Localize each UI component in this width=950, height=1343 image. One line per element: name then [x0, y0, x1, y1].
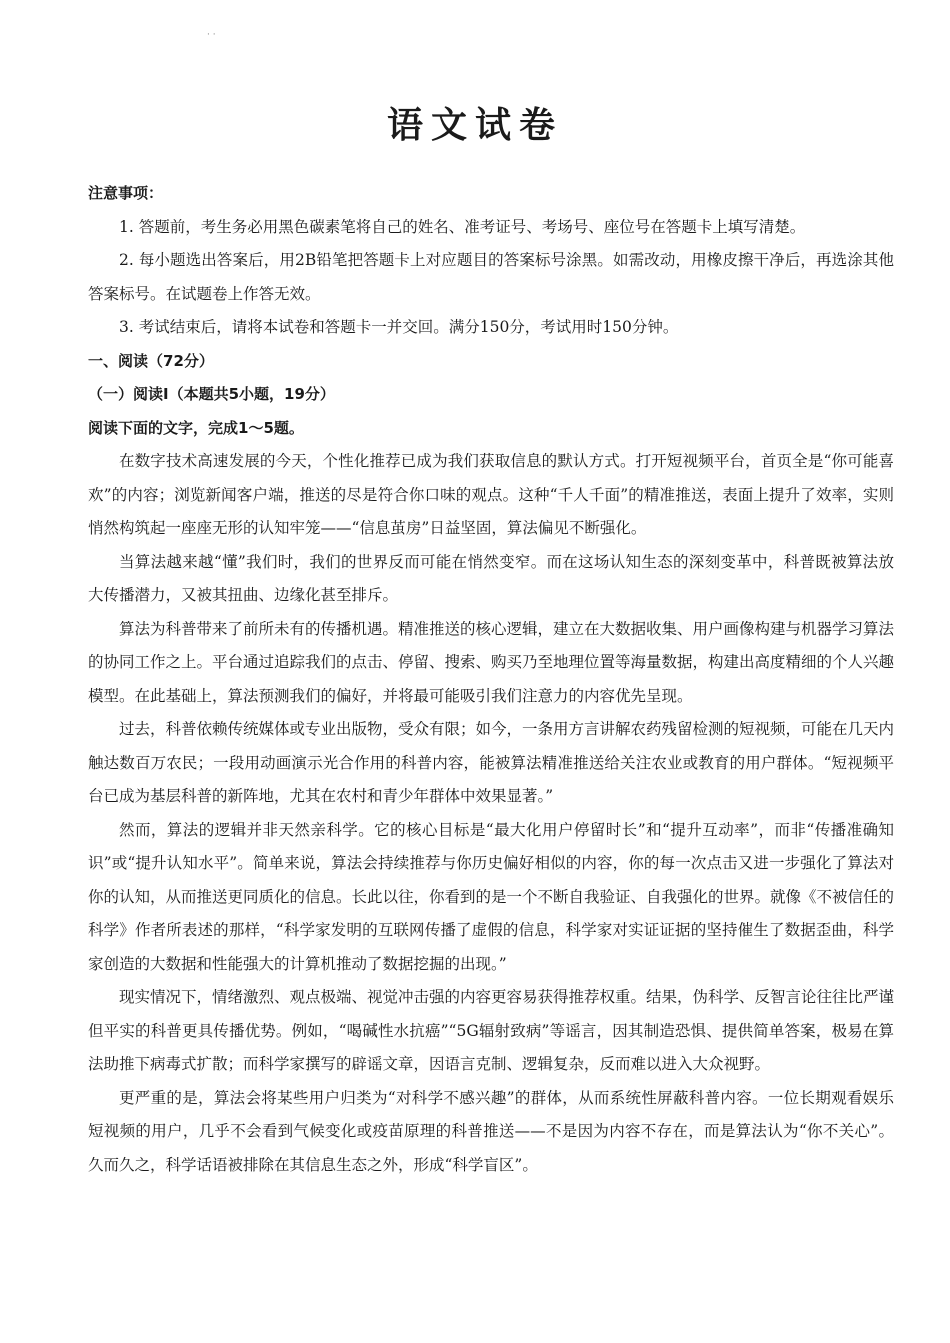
section-instruction: 阅读下面的文字，完成1～5题。	[88, 418, 304, 437]
passage-paragraph-5: 然而，算法的逻辑并非天然亲科学。它的核心目标是“最大化用户停留时长”和“提升互动率”，而非“传播准确知识”或“提升认知水平”。简单来说，算法会持续推荐与你历史偏好相似的内容，你的每一次点击又进一步强化了算法对你的认知，从而推送更同质化的信息。长此以往，你看到的是一个不断自我验证、自我强化的世界。就像《不被信任的科学》作者所表述的那样，“科学家发明的互联网传播了虚假的信息，科学家对实证证据的坚持催生了数据歪曲，科学家创造的大数据和性能强大的计算机推动了数据挖掘的出现。”	[88, 820, 895, 973]
passage-paragraph-6: 现实情况下，情绪激烈、观点极端、视觉冲击强的内容更容易获得推荐权重。结果，伪科学、反智言论往往比严谨但平实的科普更具传播优势。例如，“喝碱性水抗癌”“5G辐射致病”等谣言，因其制造恐惧、提供简单答案，极易在算法助推下病毒式扩散；而科学家撰写的辟谣文章，因语言克制、逻辑复杂，反而难以进入大众视野。	[88, 988, 895, 1073]
notice-heading: 注意事项：	[88, 184, 164, 202]
page-title: 语文试卷	[386, 104, 563, 146]
notice-item-2: 2. 每小题选出答案后，用2B铅笔把答题卡上对应题目的答案标号涂黑。如需改动，用橡皮擦干净后，再选涂其他答案标号。在试题卷上作答无效。	[88, 251, 894, 303]
notice-item-1: 1. 答题前，考生务必用黑色碳素笔将自己的姓名、准考证号、考场号、座位号在答题卡上填写清楚。	[119, 217, 806, 236]
section-heading: 一、阅读（72分）	[88, 351, 214, 370]
scan-marks: · ·	[207, 30, 216, 40]
notice-item-3: 3. 考试结束后，请将本试卷和答题卡一并交回。满分150分，考试用时150分钟。	[119, 318, 679, 336]
passage-paragraph-4: 过去，科普依赖传统媒体或专业出版物，受众有限；如今，一条用方言讲解农药残留检测的短视频，可能在几天内触达数百万农民；一段用动画演示光合作用的科普内容，能被算法精准推送给关注农业或教育的用户群体。“短视频平台已成为基层科普的新阵地，尤其在农村和青少年群体中效果显著。”	[88, 720, 895, 805]
passage-paragraph-3: 算法为科普带来了前所未有的传播机遇。精准推送的核心逻辑，建立在大数据收集、用户画像构建与机器学习算法的协同工作之上。平台通过追踪我们的点击、停留、搜索、购买乃至地理位置等海量数据，构建出高度精细的个人兴趣模型。在此基础上，算法预测我们的偏好，并将最可能吸引我们注意力的内容优先呈现。	[88, 619, 895, 705]
exam-content	[88, 177, 894, 1182]
passage-paragraph-2: 当算法越来越“懂”我们时，我们的世界反而可能在悄然变窄。而在这场认知生态的深刻变革中，科普既被算法放大传播潜力，又被其扭曲、边缘化甚至排斥。	[88, 552, 894, 604]
section-subheading: （一）阅读Ⅰ（本题共5小题，19分）	[88, 385, 335, 403]
passage-paragraph-7: 更严重的是，算法会将某些用户归类为“对科学不感兴趣”的群体，从而系统性屏蔽科普内容。一位长期观看娱乐短视频的用户，几乎不会看到气候变化或疫苗原理的科普推送——不是因为内容不存在，而是算法认为“你不关心”。久而久之，科学话语被排除在其信息生态之外，形成“科学盲区”。	[88, 1088, 894, 1174]
passage-paragraph-1: 在数字技术高速发展的今天，个性化推荐已成为我们获取信息的默认方式。打开短视频平台，首页全是“你可能喜欢”的内容；浏览新闻客户端，推送的尽是符合你口味的观点。这种“千人千面”的精准推送，表面上提升了效率，实则悄然构筑起一座座无形的认知牢笼——“信息茧房”日益坚固，算法偏见不断强化。	[88, 452, 894, 537]
